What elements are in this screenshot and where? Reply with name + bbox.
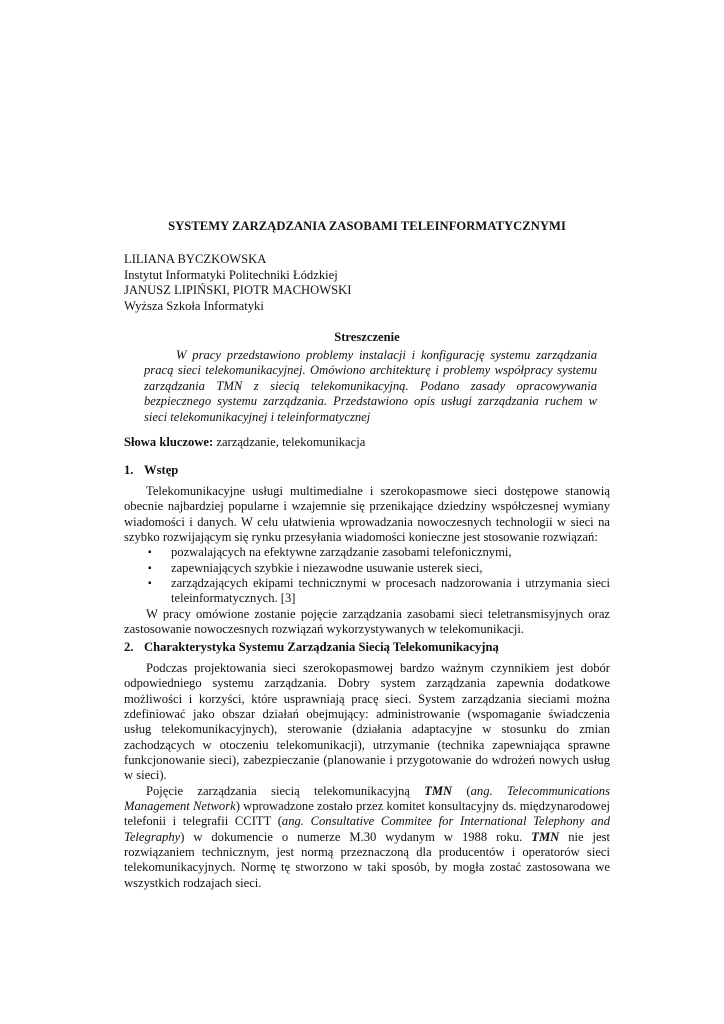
section-number: 2. <box>124 640 134 654</box>
bullet-icon: ▪ <box>148 547 152 559</box>
section-title: Wstęp <box>144 463 179 477</box>
paper-title: SYSTEMY ZARZĄDZANIA ZASOBAMI TELEINFORMATYCZNYMI <box>168 219 566 233</box>
list-item <box>124 576 610 607</box>
tmn-term: TMN <box>424 783 453 798</box>
section-1-heading <box>124 463 178 478</box>
section-2-heading <box>124 640 499 655</box>
keywords-line <box>124 435 365 450</box>
section-2-body <box>124 661 610 891</box>
text-run-italic: ang. Consultative Commitee for International Telephony and Telegraphy <box>124 814 610 844</box>
keywords-value: zarządzanie, telekomunikacja <box>213 435 366 449</box>
keywords-label: Słowa kluczowe: <box>124 435 214 449</box>
tmn-term: TMN <box>531 829 560 844</box>
bullet-icon: ▪ <box>148 578 152 590</box>
section-title: Charakterystyka Systemu Zarządzania Siecią Telekomunikacyjną <box>144 640 499 654</box>
author-name: LILIANA BYCZKOWSKA <box>124 252 267 266</box>
text-run: nie jest rozwiązaniem technicznym, jest normą przeznaczoną dla producentów i operatorów sieci telekomunikacyjnych. Normę tę stworzono w taki sposób, by mogła zostać zastosowana we wszystkich rodzajach sieci. <box>124 829 611 890</box>
paragraph <box>124 784 610 891</box>
list-item-text: zarządzających ekipami technicznymi w procesach nadzorowania i utrzymania sieci teleinformatycznych. [3] <box>171 576 610 606</box>
text-run: ) w dokumencie o numerze M.30 wydanym w 1988 roku. <box>180 829 532 844</box>
author-name: JANUSZ LIPIŃSKI, PIOTR MACHOWSKI <box>124 283 352 298</box>
abstract-text: W pracy przedstawiono problemy instalacji i konfigurację systemu zarządzania pracą sieci telekomunikacyjnej. Omówiono architekturę i problemy współpracy systemu zarządzania TMN z siecią telekomunikacyjną. Podano zasady opracowywania bezpiecznego systemu zarządzania. Przedstawiono opis usługi zarządzania ruchem w sieci telekomunikacyjnej i teleinformatycznej <box>144 348 597 424</box>
paragraph: Podczas projektowania sieci szerokopasmowej bardzo ważnym czynnikiem jest dobór odpowiedniego systemu zarządzania. Dobry system zarządzania zapewnia dodatkowe możliwości i korzyści, które usprawniają pracę sieci. System zarządzania sieciami można zdefiniować jako obszar działań obejmujący: administrowanie (wspomaganie świadczenia usług telekomunikacyjnych), sterowanie (działania adaptacyjne w stosunku do zmian zachodzących w otoczeniu telekomunikacji), utrzymanie (technika zapewniająca sprawne funkcjonowanie sieci), zabezpieczanie (planowanie i przygotowanie do wdrożeń nowych usług w sieci). <box>124 661 610 783</box>
list-item <box>124 545 610 560</box>
text-run: Pojęcie zarządzania siecią telekomunikacyjną <box>146 783 425 798</box>
section-1-body <box>124 484 610 637</box>
text-run-italic: ang. Telecommunications Management Network <box>124 783 611 814</box>
author-block <box>124 252 351 314</box>
paragraph: Telekomunikacyjne usługi multimedialne i szerokopasmowe sieci dostępowe stanowią obecnie najbardziej popularne i wzajemnie się przenikające dziedziny współczesnej wymiany wiadomości i danych. W celu ułatwienia wprowadzania nowoczesnych technologii w sieci na szybko rozwijającym się rynku przesyłania wiadomości konieczne jest stosowanie rozwiązań: <box>124 484 610 545</box>
text-run: ) wprowadzone zostało przez komitet konsultacyjny ds. międzynarodowej telefonii i telegrafii CCITT ( <box>124 799 610 829</box>
bullet-icon: ▪ <box>148 562 152 574</box>
text-run: ( <box>452 783 471 798</box>
bullet-list <box>124 545 610 606</box>
author-affiliation: Wyższa Szkoła Informatyki <box>124 298 264 313</box>
section-number: 1. <box>124 463 134 477</box>
paragraph: W pracy omówione zostanie pojęcie zarządzania zasobami sieci teletransmisyjnych oraz zastosowanie nowoczesnych rozwiązań wykorzystywanych w telekomunikacji. <box>124 606 610 637</box>
list-item <box>124 561 610 576</box>
abstract-heading: Streszczenie <box>334 330 400 344</box>
list-item-text: zapewniających szybkie i niezawodne usuwanie usterek sieci, <box>171 560 483 575</box>
author-affiliation: Instytut Informatyki Politechniki Łódzkiej <box>124 267 338 282</box>
list-item-text: pozwalających na efektywne zarządzanie zasobami telefonicznymi, <box>171 545 512 560</box>
